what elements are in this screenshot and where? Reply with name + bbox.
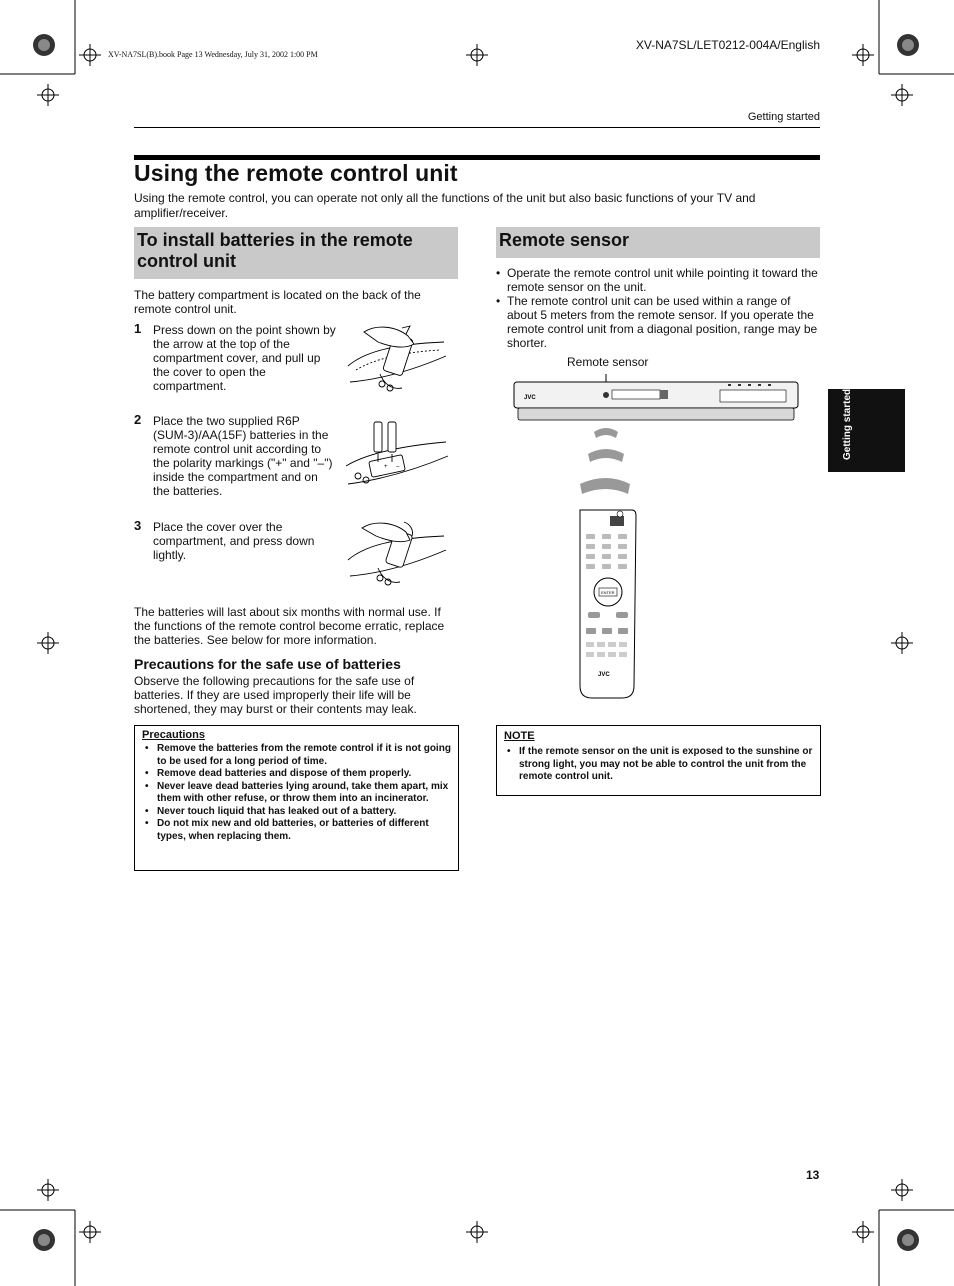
install-heading-bar [134,227,458,279]
precautions-list [135,743,458,843]
remote-enter-label: ENTER [601,590,615,595]
install-heading-line1: To install batteries in the remote [137,230,413,250]
remote-sensor-illustration [510,366,810,702]
precautions-box [134,725,459,871]
step-number: 1 [134,321,142,336]
remote-sensor-label: Remote sensor [567,355,649,369]
player-brand: JVC [524,395,536,401]
battery-life-paragraph: The batteries will last about six months with normal use. If the functions of the remote control become erratic, replace the batteries. See below for more information. [134,605,445,647]
precautions-intro: Observe the following precautions for the safe use of batteries. If they are used improperly their life will be shortened, they may burst or their contents may leak. [134,674,417,716]
remote-sensor-heading-bar [496,227,820,258]
step-text: Place the cover over the compartment, and press down lightly. [153,520,315,562]
insert-batteries-illustration [344,418,450,496]
polarity-plus-label: + [384,464,388,470]
list-item: • Remove the batteries from the remote control if it is not going to be used for a long period of time. [135,743,452,768]
page-title: Using the remote control unit [134,160,458,186]
list-item: • Never touch liquid that has leaked out of a battery. [135,806,452,819]
page-number: 13 [806,1168,820,1182]
list-item: • Never leave dead batteries lying around, take them apart, mix them with other refuse, or throw them into an incinerator. [135,781,452,806]
note-list [497,746,820,784]
intro-paragraph: Using the remote control, you can operate not only all the functions of the unit but also basic functions of your TV and amplifier/receiver. [134,191,756,220]
list-item: • Operate the remote control unit while pointing it toward the remote sensor on the unit. [496,266,818,294]
polarity-minus-label: – [396,464,400,470]
precautions-heading: Precautions for the safe use of batteries [134,656,401,672]
list-item: • If the remote sensor on the unit is exposed to the sunshine or strong light, you may not be able to control the unit from the remote control unit. [497,746,814,784]
document-code: XV-NA7SL/LET0212-004A/English [635,38,820,52]
step-text: Place the two supplied R6P (SUM-3)/AA(15F) batteries in the remote control unit according to the polarity markings ("+" and "–") inside the compartment and on the batteries. [153,414,333,498]
side-tab [828,389,905,472]
remote-sensor-bullets [496,266,818,350]
print-header: XV-NA7SL(B).book Page 13 Wednesday, July 31, 2002 1:00 PM [108,50,318,59]
close-cover-illustration [344,516,450,592]
open-cover-illustration [344,322,450,398]
header-rule [134,127,820,128]
section-label: Getting started [747,111,820,123]
install-heading-line2: control unit [137,251,236,271]
step-text: Press down on the point shown by the arrow at the top of the compartment cover, and pull up the cover to open the compartment. [153,323,336,393]
remote-sensor-heading: Remote sensor [499,230,630,250]
side-tab-label: Getting started [842,388,853,460]
list-item: • Do not mix new and old batteries, or batteries of different types, when replacing them. [135,818,452,843]
step-number: 2 [134,412,142,427]
note-box [496,725,821,796]
list-item: • Remove dead batteries and dispose of them properly. [135,768,452,781]
step-number: 3 [134,518,142,533]
note-title: NOTE [504,730,535,742]
install-intro: The battery compartment is located on the back of the remote control unit. [134,288,421,316]
install-heading [134,227,458,272]
precautions-box-title: Precautions [142,729,205,741]
remote-brand: JVC [598,672,610,678]
list-item: • The remote control unit can be used within a range of about 5 meters from the remote sensor. If you operate the remote control unit from a diagonal position, range may be shorter. [496,294,818,350]
